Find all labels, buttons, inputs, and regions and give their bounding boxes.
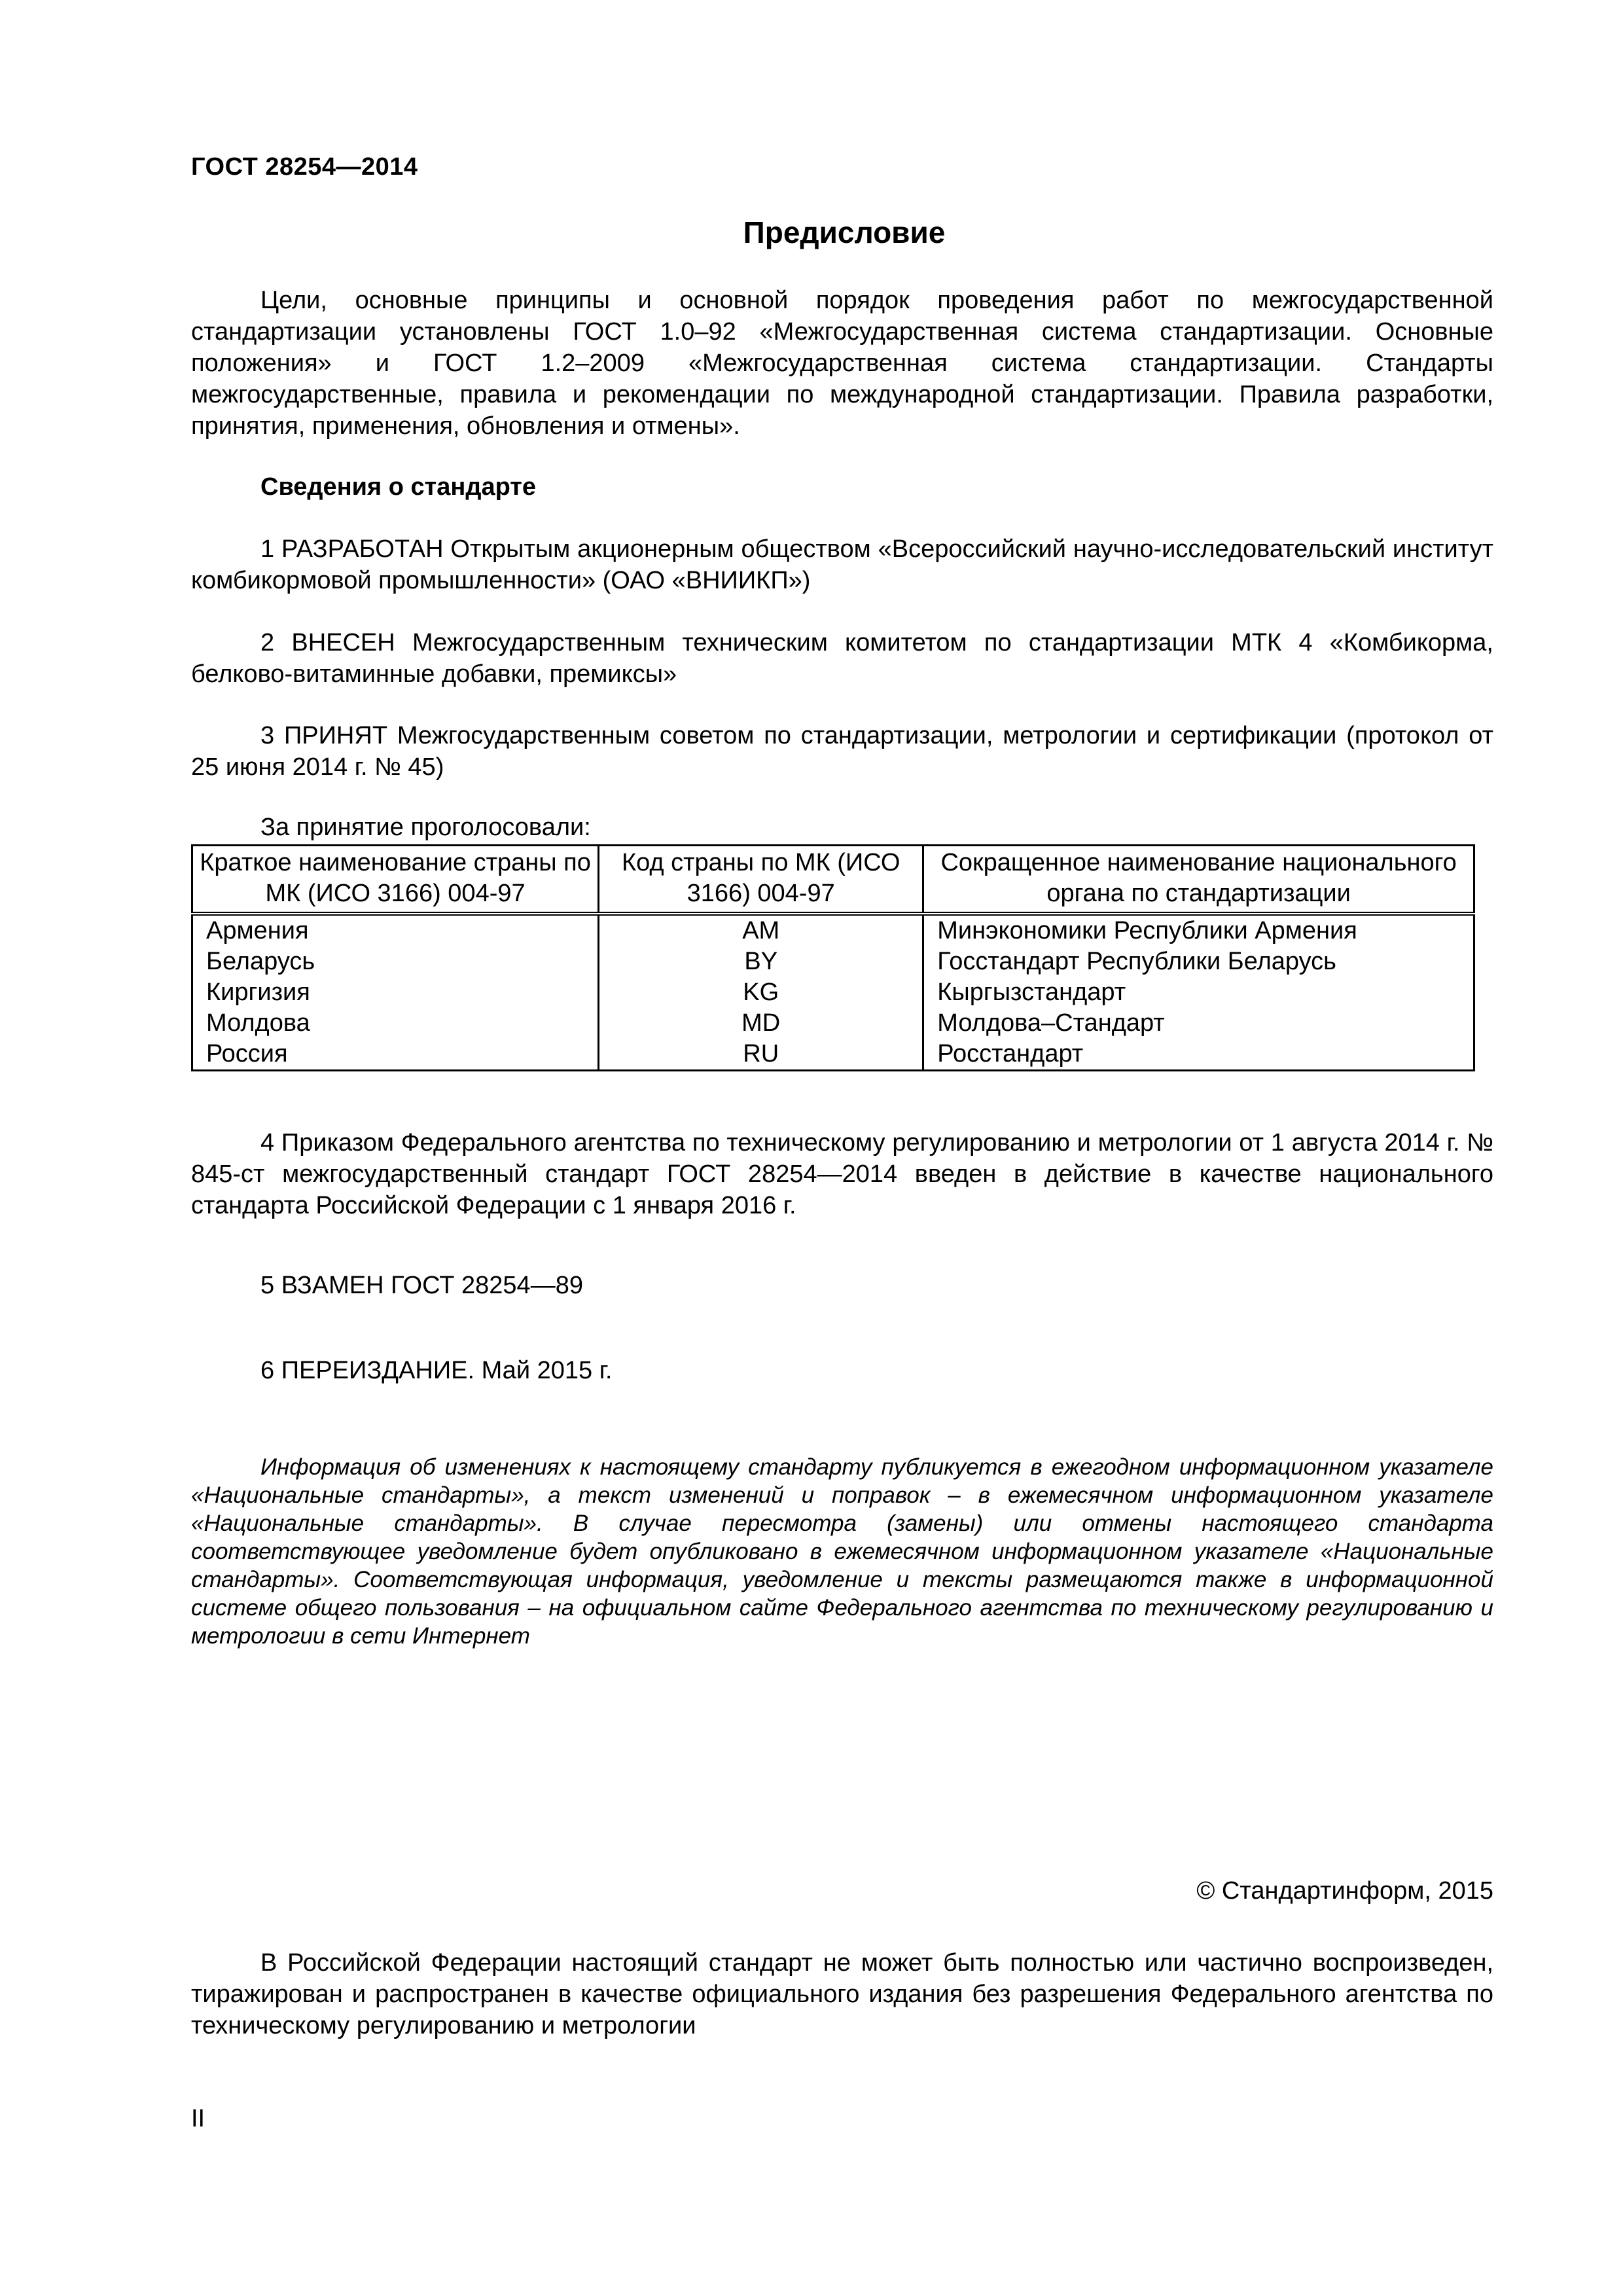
country-cell: Киргизия	[192, 977, 599, 1008]
page-number: II	[191, 2105, 205, 2132]
header-body: Сокращенное наименование национального органа по стандартизации	[923, 846, 1474, 914]
item-introduced: 2 ВНЕСЕН Межгосударственным техническим комитетом по стандартизации МТК 4 «Комбикорма, белково-витаминные добавки, премиксы»	[191, 629, 1493, 688]
intro-paragraph: Цели, основные принципы и основной порядок проведения работ по межгосударственной стандартизации установлены ГОСТ 1.0–92 «Межгосударственная система стандартизации. Основные положения» и ГОСТ 1.2–2009 «Межгосударственная система стандартизации. Стандарты межгосударственные, правила и рекомендации по международной стандартизации. Правила разработки, принятия, применения, обновления и отмены».	[191, 287, 1493, 440]
vote-table	[191, 844, 1475, 1071]
table-row	[192, 946, 1474, 977]
header-country: Краткое наименование страны по МК (ИСО 3166) 004-97	[192, 846, 599, 914]
country-cell: Молдова	[192, 1008, 599, 1039]
item-replaces: 5 ВЗАМЕН ГОСТ 28254—89	[260, 1272, 583, 1299]
body-cell: Госстандарт Республики Беларусь	[923, 946, 1474, 977]
body-cell: Кыргызстандарт	[923, 977, 1474, 1008]
country-cell: Россия	[192, 1039, 599, 1071]
body-cell: Росстандарт	[923, 1039, 1474, 1071]
info-note: Информация об изменениях к настоящему стандарту публикуется в ежегодном информационном указателе «Национальные стандарты», а текст изменений и поправок – в ежемесячном информационном указателе «Национальные стандарты». В случае пересмотра (замены) или отмены настоящего стандарта соответствующее уведомление будет опубликовано в ежемесячном информационном указателе «Национальные стандарты». Соответствующая информация, уведомление и тексты размещаются также в информационной системе общего пользования – на официальном сайте Федерального агентства по техническому регулированию и метрологии в сети Интернет	[191, 1454, 1493, 1649]
country-cell: Беларусь	[192, 946, 599, 977]
copyright: © Стандартинформ, 2015	[1196, 1877, 1493, 1905]
table-row	[192, 1008, 1474, 1039]
item-order: 4 Приказом Федерального агентства по техническому регулированию и метрологии от 1 августа 2014 г. № 845-ст межгосударственный стандарт ГОСТ 28254—2014 введен в действие в качестве национального стандарта Российской Федерации с 1 января 2016 г.	[191, 1129, 1493, 1219]
code-cell: MD	[599, 1008, 923, 1039]
code-cell: AM	[599, 914, 923, 946]
item-developed: 1 РАЗРАБОТАН Открытым акционерным обществом «Всероссийский научно-исследовательский институт комбикормовой промышленности» (ОАО «ВНИИКП»)	[191, 535, 1493, 594]
table-row	[192, 977, 1474, 1008]
code-cell: RU	[599, 1039, 923, 1071]
item-reissue: 6 ПЕРЕИЗДАНИЕ. Май 2015 г.	[260, 1357, 613, 1384]
document-code: ГОСТ 28254—2014	[191, 153, 418, 181]
body-cell: Минэкономики Республики Армения	[923, 914, 1474, 946]
table-row	[192, 914, 1474, 946]
table-row	[192, 1039, 1474, 1071]
code-cell: BY	[599, 946, 923, 977]
page-title: Предисловие	[743, 215, 946, 249]
body-cell: Молдова–Стандарт	[923, 1008, 1474, 1039]
country-cell: Армения	[192, 914, 599, 946]
vote-caption: За принятие проголосовали:	[260, 814, 591, 841]
rights-notice: В Российской Федерации настоящий стандарт не может быть полностью или частично воспроизведен, тиражирован и распространен в качестве официального издания без разрешения Федерального агентства по техническому регулированию и метрологии	[191, 1949, 1493, 2039]
section-title: Сведения о стандарте	[260, 473, 537, 501]
code-cell: KG	[599, 977, 923, 1008]
header-code: Код страны по МК (ИСО 3166) 004-97	[599, 846, 923, 914]
item-adopted: 3 ПРИНЯТ Межгосударственным советом по стандартизации, метрологии и сертификации (протокол от 25 июня 2014 г. № 45)	[191, 722, 1493, 781]
